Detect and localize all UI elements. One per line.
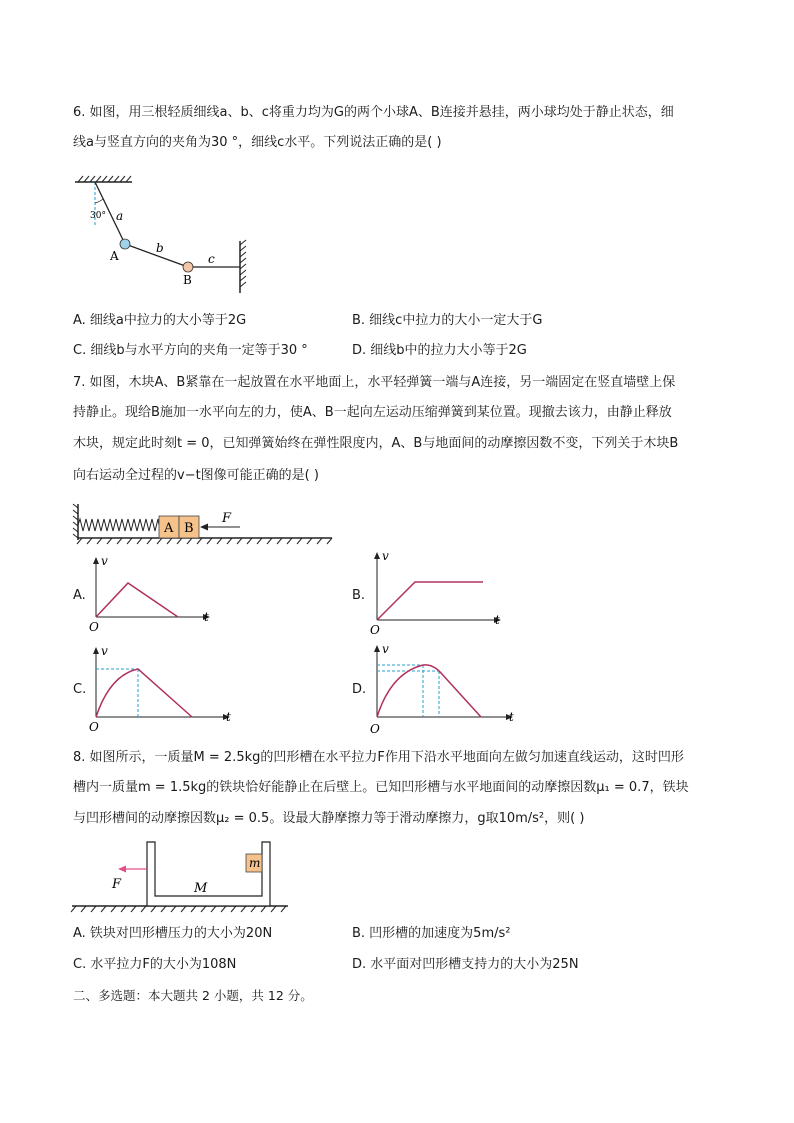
line-a-label: a [116,209,124,223]
block-b-label: B [184,521,194,536]
q7-stem-line3: 木块，规定此时刻t = 0，已知弹簧始终在弹性限度内，A、B与地面间的动摩擦因数不变，下列关于木块B [73,436,679,451]
force-f-label: F [112,877,122,892]
section-2-title: 二、多选题：本大题共 2 小题，共 12 分。 [73,988,313,1003]
block-a-label: A [164,521,174,536]
q7-figure [70,500,335,545]
q8-stem-line2: 槽内一质量m = 1.5kg的铁块恰好能静止在后壁上。已知凹形槽与水平地面间的动摩擦因数μ₁ = 0.7，铁块 [73,780,689,795]
line-b-label: b [156,241,164,255]
spring [78,519,159,531]
v-axis-label: v [101,644,108,658]
ball-a-label: A [110,249,119,263]
q6-stem-line1: 6. 如图，用三根轻质细线a、b、c将重力均为G的两个小球A、B连接并悬挂，两小球均处于静止状态，细 [73,105,674,120]
q7-graph-a [88,555,218,635]
t-axis-label: t [204,610,209,624]
vt-curve-d [377,665,481,717]
v-axis-label: v [382,642,389,656]
q6-figure [70,175,260,290]
origin-label: O [370,623,380,637]
t-axis-label: t [509,710,514,724]
iron-block-label: m [249,856,261,870]
q8-figure [70,838,295,916]
force-f-label: F [222,511,232,526]
v-axis-label: v [382,549,389,563]
q6-option-d[interactable]: D. 细线b中的拉力大小等于2G [352,343,527,358]
q7-graph-c-label[interactable]: C. [73,682,87,697]
q7-graph-b-label[interactable]: B. [352,588,366,603]
q6-option-c[interactable]: C. 细线b与水平方向的夹角一定等于30 ° [73,343,308,358]
q6-stem-line2: 线a与竖直方向的夹角为30 °，细线c水平。下列说法正确的是( ) [73,135,442,150]
q7-stem-line4: 向右运动全过程的v−t图像可能正确的是( ) [73,468,319,483]
t-axis-label: t [226,710,231,724]
origin-label: O [370,722,380,736]
origin-label: O [89,620,99,634]
q8-stem-line1: 8. 如图所示，一质量M = 2.5kg的凹形槽在水平拉力F作用下沿水平地面向左做匀加速直线运动，这时凹形 [73,750,684,765]
q6-option-a[interactable]: A. 细线a中拉力的大小等于2G [73,313,247,328]
q7-graph-d-label[interactable]: D. [352,682,367,697]
angle-label: 30° [90,211,106,221]
q7-stem-line1: 7. 如图，木块A、B紧靠在一起放置在水平地面上，水平轻弹簧一端与A连接，另一端固定在竖直墙壁上保 [73,375,676,390]
line-c-label: c [208,252,215,266]
ball-b [183,262,193,272]
ball-a [120,239,130,249]
q7-graph-c [88,645,238,735]
q8-option-a[interactable]: A. 铁块对凹形槽压力的大小为20N [73,926,273,941]
groove-label: M [194,881,208,896]
origin-label: O [89,720,99,734]
q8-option-b[interactable]: B. 凹形槽的加速度为5m/s² [352,926,511,941]
q7-stem-line2: 持静止。现给B施加一水平向左的力，使A、B一起向左运动压缩弹簧到某位置。现撤去该力，由静止释放 [73,405,672,420]
t-axis-label: t [495,613,500,627]
ball-b-label: B [183,273,192,287]
q6-option-b[interactable]: B. 细线c中拉力的大小一定大于G [352,313,543,328]
vt-curve-a [96,583,178,617]
q7-graph-d [369,643,519,735]
vt-curve-b [377,582,483,620]
q7-graph-b [369,550,509,635]
v-axis-label: v [101,554,108,568]
u-shaped-groove [147,842,270,906]
q8-option-d[interactable]: D. 水平面对凹形槽支持力的大小为25N [352,957,579,972]
q8-stem-line3: 与凹形槽间的动摩擦因数μ₂ = 0.5。设最大静摩擦力等于滑动摩擦力，g取10m/s²，则( ) [73,811,585,826]
q7-graph-a-label[interactable]: A. [73,588,86,603]
vt-curve-c [96,669,192,717]
q8-option-c[interactable]: C. 水平拉力F的大小为108N [73,957,237,972]
